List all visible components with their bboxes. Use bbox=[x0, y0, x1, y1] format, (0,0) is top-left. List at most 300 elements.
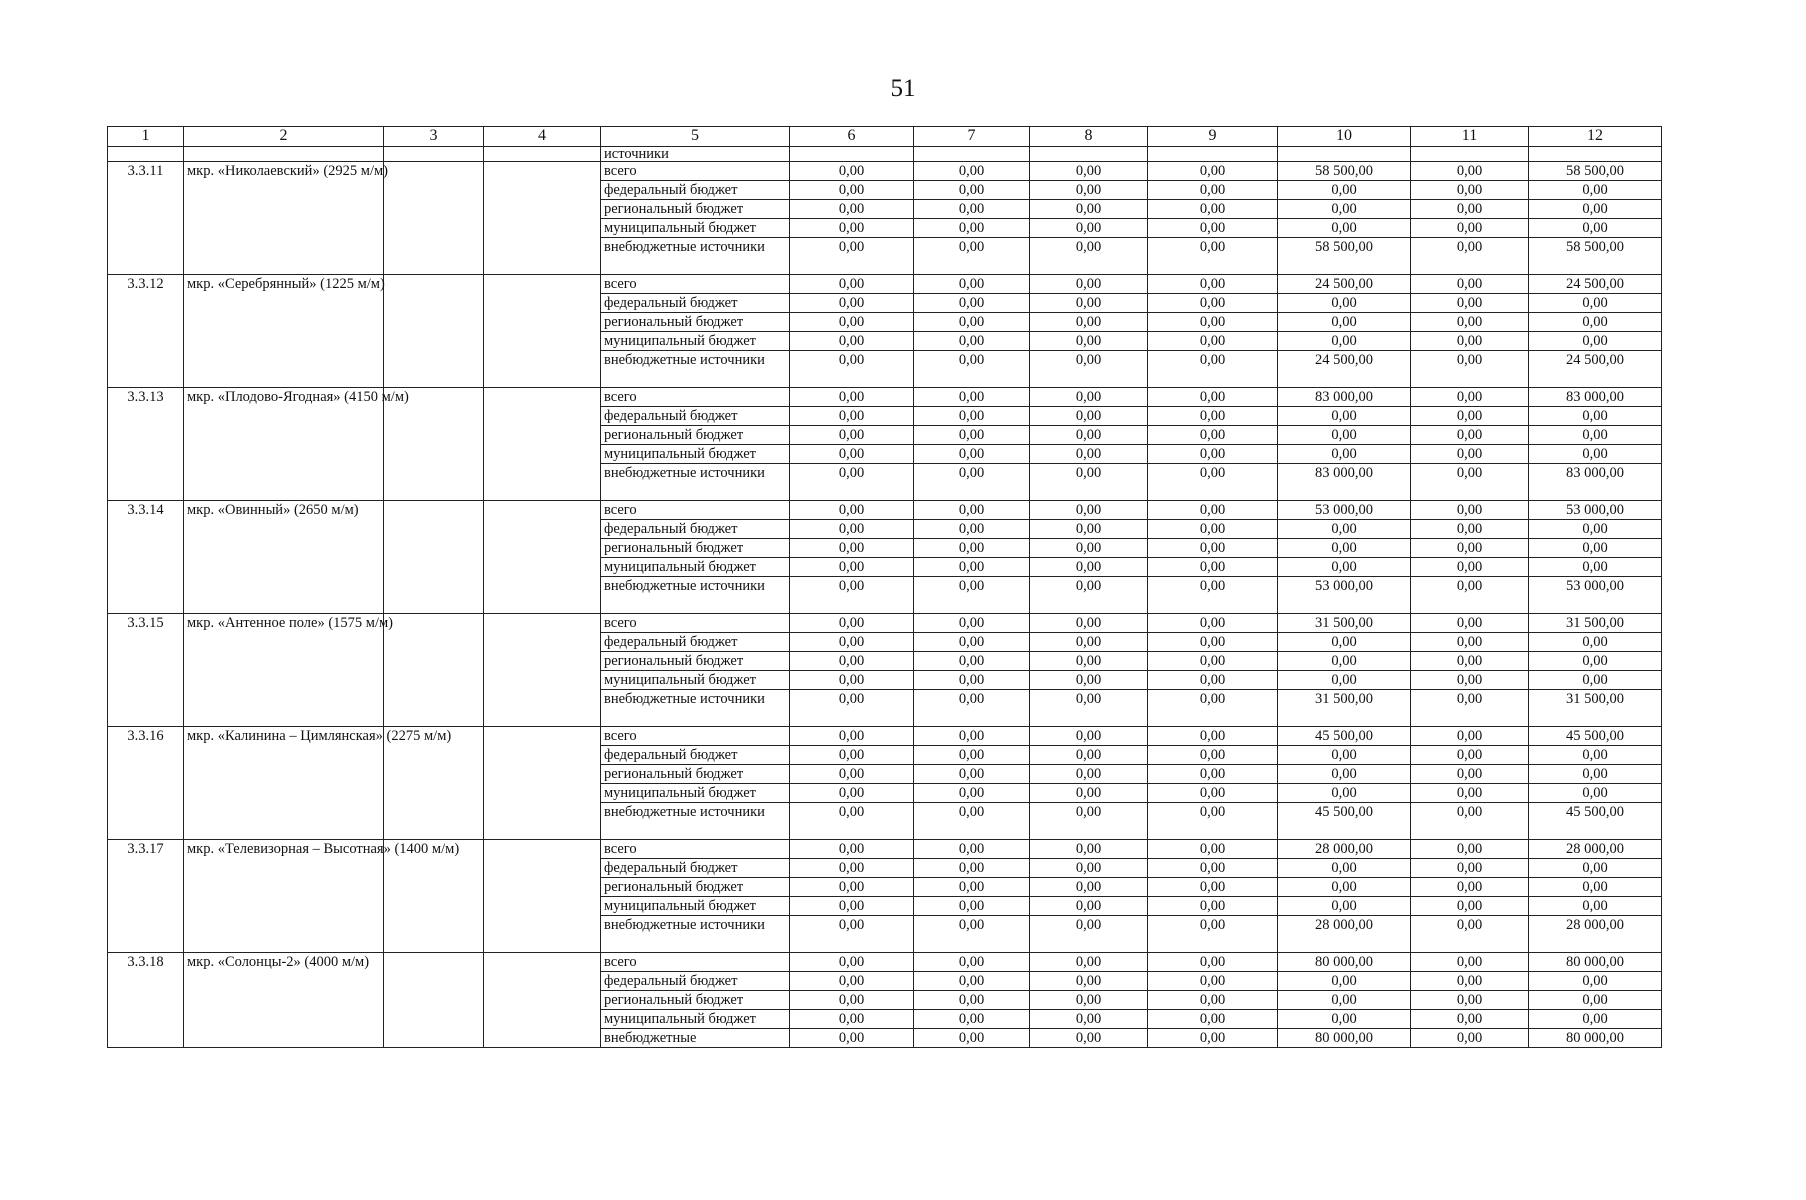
item-code: 3.3.12 bbox=[108, 275, 184, 388]
value-cell: 0,00 bbox=[1529, 200, 1662, 219]
value-cell: 0,00 bbox=[1030, 897, 1148, 916]
funding-source: муниципальный бюджет bbox=[601, 558, 790, 577]
value-cell: 83 000,00 bbox=[1278, 464, 1411, 501]
value-cell: 0,00 bbox=[914, 275, 1030, 294]
item-code: 3.3.11 bbox=[108, 162, 184, 275]
value-cell: 0,00 bbox=[1148, 1010, 1278, 1029]
value-cell: 0,00 bbox=[1030, 859, 1148, 878]
value-cell: 0,00 bbox=[914, 897, 1030, 916]
value-cell: 0,00 bbox=[790, 332, 914, 351]
budget-table bbox=[107, 126, 1662, 1048]
value-cell: 0,00 bbox=[914, 238, 1030, 275]
value-cell: 0,00 bbox=[1148, 878, 1278, 897]
value-cell: 0,00 bbox=[1529, 878, 1662, 897]
page-number: 51 bbox=[890, 75, 916, 102]
value-cell: 0,00 bbox=[914, 351, 1030, 388]
value-cell: 0,00 bbox=[1148, 1029, 1278, 1048]
value-cell: 0,00 bbox=[1030, 407, 1148, 426]
table-row bbox=[108, 840, 1662, 859]
value-cell: 0,00 bbox=[1529, 859, 1662, 878]
value-cell: 0,00 bbox=[1411, 652, 1529, 671]
value-cell: 0,00 bbox=[1148, 445, 1278, 464]
value-cell: 0,00 bbox=[1278, 520, 1411, 539]
value-cell: 0,00 bbox=[1148, 746, 1278, 765]
value-cell: 0,00 bbox=[790, 727, 914, 746]
col3-cell bbox=[384, 953, 484, 1048]
value-cell: 45 500,00 bbox=[1529, 803, 1662, 840]
value-cell: 0,00 bbox=[1148, 803, 1278, 840]
value-cell: 0,00 bbox=[1529, 407, 1662, 426]
column-header: 11 bbox=[1411, 127, 1529, 147]
funding-source: муниципальный бюджет bbox=[601, 219, 790, 238]
value-cell: 0,00 bbox=[914, 803, 1030, 840]
value-cell: 0,00 bbox=[790, 840, 914, 859]
value-cell: 0,00 bbox=[1529, 426, 1662, 445]
funding-source: муниципальный бюджет bbox=[601, 897, 790, 916]
value-cell: 0,00 bbox=[1030, 501, 1148, 520]
value-cell: 58 500,00 bbox=[1278, 162, 1411, 181]
value-cell: 0,00 bbox=[914, 426, 1030, 445]
col3-cell bbox=[384, 162, 484, 275]
value-cell: 0,00 bbox=[790, 916, 914, 953]
value-cell: 0,00 bbox=[914, 539, 1030, 558]
value-cell: 0,00 bbox=[1411, 972, 1529, 991]
value-cell: 0,00 bbox=[914, 294, 1030, 313]
col4-cell bbox=[484, 614, 601, 727]
value-cell: 0,00 bbox=[790, 275, 914, 294]
value-cell: 0,00 bbox=[790, 652, 914, 671]
value-cell: 0,00 bbox=[1411, 784, 1529, 803]
value-cell: 80 000,00 bbox=[1278, 953, 1411, 972]
value-cell: 0,00 bbox=[1411, 859, 1529, 878]
value-cell: 0,00 bbox=[1030, 633, 1148, 652]
value-cell: 0,00 bbox=[914, 784, 1030, 803]
column-header: 2 bbox=[184, 127, 384, 147]
table-row bbox=[108, 953, 1662, 972]
value-cell: 0,00 bbox=[1030, 840, 1148, 859]
funding-source: федеральный бюджет bbox=[601, 972, 790, 991]
value-cell: 0,00 bbox=[914, 652, 1030, 671]
funding-source: всего bbox=[601, 162, 790, 181]
value-cell: 0,00 bbox=[1529, 633, 1662, 652]
value-cell: 0,00 bbox=[1030, 577, 1148, 614]
value-cell: 0,00 bbox=[1148, 407, 1278, 426]
funding-source: внебюджетные источники bbox=[601, 351, 790, 388]
value-cell: 0,00 bbox=[1148, 294, 1278, 313]
value-cell: 31 500,00 bbox=[1278, 614, 1411, 633]
value-cell: 0,00 bbox=[1411, 633, 1529, 652]
funding-source: внебюджетные bbox=[601, 1029, 790, 1048]
value-cell: 0,00 bbox=[1278, 633, 1411, 652]
value-cell: 0,00 bbox=[1411, 294, 1529, 313]
value-cell: 0,00 bbox=[914, 878, 1030, 897]
value-cell: 0,00 bbox=[790, 238, 914, 275]
value-cell: 53 000,00 bbox=[1278, 501, 1411, 520]
value-cell: 0,00 bbox=[790, 200, 914, 219]
value-cell: 0,00 bbox=[1411, 840, 1529, 859]
value-cell: 0,00 bbox=[790, 181, 914, 200]
value-cell: 0,00 bbox=[1030, 878, 1148, 897]
value-cell: 0,00 bbox=[1411, 897, 1529, 916]
value-cell: 0,00 bbox=[1278, 1010, 1411, 1029]
value-cell: 0,00 bbox=[1278, 539, 1411, 558]
item-code: 3.3.15 bbox=[108, 614, 184, 727]
value-cell: 0,00 bbox=[1529, 445, 1662, 464]
value-cell: 0,00 bbox=[1411, 577, 1529, 614]
value-cell: 24 500,00 bbox=[1529, 275, 1662, 294]
value-cell: 0,00 bbox=[790, 897, 914, 916]
value-cell: 0,00 bbox=[1148, 275, 1278, 294]
value-cell: 0,00 bbox=[1411, 671, 1529, 690]
value-cell: 0,00 bbox=[1148, 558, 1278, 577]
value-cell: 0,00 bbox=[914, 313, 1030, 332]
item-name: мкр. «Калинина – Цимлянская» (2275 м/м) bbox=[184, 727, 384, 840]
funding-source: внебюджетные источники bbox=[601, 464, 790, 501]
table-row bbox=[108, 162, 1662, 181]
funding-source: всего bbox=[601, 275, 790, 294]
col3-cell bbox=[384, 501, 484, 614]
value-cell: 0,00 bbox=[914, 520, 1030, 539]
value-cell: 0,00 bbox=[1030, 539, 1148, 558]
value-cell: 45 500,00 bbox=[1529, 727, 1662, 746]
column-header: 3 bbox=[384, 127, 484, 147]
value-cell: 0,00 bbox=[790, 219, 914, 238]
value-cell: 0,00 bbox=[1411, 991, 1529, 1010]
funding-source: муниципальный бюджет bbox=[601, 1010, 790, 1029]
value-cell: 0,00 bbox=[790, 351, 914, 388]
value-cell: 0,00 bbox=[1148, 953, 1278, 972]
item-name: мкр. «Антенное поле» (1575 м/м) bbox=[184, 614, 384, 727]
value-cell: 0,00 bbox=[1529, 520, 1662, 539]
value-cell: 0,00 bbox=[1529, 897, 1662, 916]
value-cell: 0,00 bbox=[1411, 614, 1529, 633]
value-cell: 0,00 bbox=[914, 501, 1030, 520]
item-code: 3.3.18 bbox=[108, 953, 184, 1048]
value-cell: 0,00 bbox=[1148, 765, 1278, 784]
value-cell: 58 500,00 bbox=[1278, 238, 1411, 275]
value-cell: 0,00 bbox=[914, 953, 1030, 972]
funding-source: региональный бюджет bbox=[601, 652, 790, 671]
value-cell: 0,00 bbox=[1411, 916, 1529, 953]
value-cell: 0,00 bbox=[1529, 972, 1662, 991]
value-cell: 0,00 bbox=[1529, 671, 1662, 690]
value-cell: 0,00 bbox=[1148, 351, 1278, 388]
table-row bbox=[108, 501, 1662, 520]
value-cell: 0,00 bbox=[914, 181, 1030, 200]
value-cell: 0,00 bbox=[1148, 633, 1278, 652]
value-cell: 0,00 bbox=[1030, 388, 1148, 407]
value-cell: 0,00 bbox=[914, 972, 1030, 991]
value-cell: 0,00 bbox=[1148, 671, 1278, 690]
value-cell: 24 500,00 bbox=[1278, 351, 1411, 388]
value-cell: 0,00 bbox=[914, 690, 1030, 727]
value-cell: 0,00 bbox=[914, 162, 1030, 181]
col4-cell bbox=[484, 162, 601, 275]
value-cell: 0,00 bbox=[1529, 313, 1662, 332]
item-code: 3.3.16 bbox=[108, 727, 184, 840]
value-cell: 0,00 bbox=[1030, 671, 1148, 690]
value-cell: 0,00 bbox=[1030, 426, 1148, 445]
funding-source: региональный бюджет bbox=[601, 539, 790, 558]
value-cell: 0,00 bbox=[1278, 558, 1411, 577]
value-cell: 0,00 bbox=[1411, 953, 1529, 972]
value-cell: 0,00 bbox=[790, 445, 914, 464]
value-cell: 0,00 bbox=[1529, 1010, 1662, 1029]
value-cell: 0,00 bbox=[1030, 727, 1148, 746]
value-cell: 0,00 bbox=[1411, 351, 1529, 388]
value-cell: 0,00 bbox=[914, 765, 1030, 784]
value-cell: 83 000,00 bbox=[1278, 388, 1411, 407]
value-cell: 0,00 bbox=[790, 878, 914, 897]
value-cell: 0,00 bbox=[1148, 464, 1278, 501]
value-cell: 0,00 bbox=[914, 219, 1030, 238]
value-cell: 0,00 bbox=[1411, 238, 1529, 275]
value-cell: 0,00 bbox=[1148, 388, 1278, 407]
value-cell: 0,00 bbox=[914, 916, 1030, 953]
table-row bbox=[108, 727, 1662, 746]
value-cell: 0,00 bbox=[1278, 746, 1411, 765]
value-cell: 0,00 bbox=[1030, 275, 1148, 294]
table-body bbox=[108, 147, 1662, 1048]
value-cell: 83 000,00 bbox=[1529, 388, 1662, 407]
value-cell: 0,00 bbox=[1411, 690, 1529, 727]
funding-source: внебюджетные источники bbox=[601, 803, 790, 840]
column-header: 1 bbox=[108, 127, 184, 147]
value-cell: 0,00 bbox=[1030, 972, 1148, 991]
value-cell: 80 000,00 bbox=[1278, 1029, 1411, 1048]
funding-source: федеральный бюджет bbox=[601, 633, 790, 652]
value-cell: 0,00 bbox=[790, 407, 914, 426]
item-code: 3.3.17 bbox=[108, 840, 184, 953]
value-cell: 0,00 bbox=[790, 464, 914, 501]
value-cell: 0,00 bbox=[1148, 501, 1278, 520]
item-name: мкр. «Плодово-Ягодная» (4150 м/м) bbox=[184, 388, 384, 501]
value-cell: 0,00 bbox=[914, 388, 1030, 407]
column-header: 8 bbox=[1030, 127, 1148, 147]
value-cell: 0,00 bbox=[914, 727, 1030, 746]
funding-source: федеральный бюджет bbox=[601, 520, 790, 539]
value-cell: 0,00 bbox=[1148, 332, 1278, 351]
value-cell: 28 000,00 bbox=[1278, 840, 1411, 859]
item-name: мкр. «Серебрянный» (1225 м/м) bbox=[184, 275, 384, 388]
value-cell: 0,00 bbox=[1030, 746, 1148, 765]
value-cell: 0,00 bbox=[1529, 558, 1662, 577]
value-cell: 0,00 bbox=[1529, 219, 1662, 238]
value-cell: 0,00 bbox=[1529, 991, 1662, 1010]
funding-source: внебюджетные источники bbox=[601, 916, 790, 953]
value-cell: 0,00 bbox=[1411, 181, 1529, 200]
funding-source: федеральный бюджет bbox=[601, 407, 790, 426]
value-cell: 0,00 bbox=[1411, 558, 1529, 577]
value-cell: 0,00 bbox=[1529, 181, 1662, 200]
value-cell: 24 500,00 bbox=[1529, 351, 1662, 388]
value-cell: 0,00 bbox=[790, 577, 914, 614]
value-cell: 0,00 bbox=[1030, 916, 1148, 953]
value-cell: 45 500,00 bbox=[1278, 803, 1411, 840]
value-cell: 0,00 bbox=[1411, 464, 1529, 501]
value-cell: 0,00 bbox=[1278, 897, 1411, 916]
value-cell: 0,00 bbox=[914, 332, 1030, 351]
value-cell: 0,00 bbox=[914, 991, 1030, 1010]
funding-source: региональный бюджет bbox=[601, 878, 790, 897]
funding-source: всего bbox=[601, 614, 790, 633]
carryover-row bbox=[108, 147, 1662, 162]
funding-source: муниципальный бюджет bbox=[601, 445, 790, 464]
value-cell: 0,00 bbox=[1278, 671, 1411, 690]
value-cell: 0,00 bbox=[1148, 614, 1278, 633]
value-cell: 0,00 bbox=[1411, 162, 1529, 181]
value-cell: 0,00 bbox=[1030, 765, 1148, 784]
column-header: 7 bbox=[914, 127, 1030, 147]
value-cell: 0,00 bbox=[1148, 859, 1278, 878]
value-cell: 0,00 bbox=[1529, 539, 1662, 558]
funding-source: муниципальный бюджет bbox=[601, 671, 790, 690]
value-cell: 0,00 bbox=[1030, 294, 1148, 313]
value-cell: 0,00 bbox=[914, 464, 1030, 501]
value-cell: 0,00 bbox=[1529, 332, 1662, 351]
value-cell: 0,00 bbox=[1278, 200, 1411, 219]
value-cell: 0,00 bbox=[1411, 520, 1529, 539]
value-cell: 0,00 bbox=[1030, 162, 1148, 181]
value-cell: 0,00 bbox=[1278, 784, 1411, 803]
value-cell: 0,00 bbox=[1030, 332, 1148, 351]
value-cell: 0,00 bbox=[1278, 652, 1411, 671]
value-cell: 0,00 bbox=[1278, 181, 1411, 200]
column-header: 12 bbox=[1529, 127, 1662, 147]
value-cell: 0,00 bbox=[1148, 916, 1278, 953]
value-cell: 0,00 bbox=[1030, 181, 1148, 200]
funding-source: региональный бюджет bbox=[601, 991, 790, 1010]
value-cell: 0,00 bbox=[914, 671, 1030, 690]
value-cell: 58 500,00 bbox=[1529, 238, 1662, 275]
value-cell: 0,00 bbox=[1411, 878, 1529, 897]
value-cell: 0,00 bbox=[1529, 784, 1662, 803]
value-cell: 0,00 bbox=[914, 1029, 1030, 1048]
value-cell: 0,00 bbox=[1148, 727, 1278, 746]
value-cell: 0,00 bbox=[1278, 445, 1411, 464]
value-cell: 0,00 bbox=[1278, 219, 1411, 238]
value-cell: 0,00 bbox=[914, 1010, 1030, 1029]
value-cell: 0,00 bbox=[1411, 501, 1529, 520]
value-cell: 0,00 bbox=[1030, 784, 1148, 803]
column-header: 9 bbox=[1148, 127, 1278, 147]
table-row bbox=[108, 275, 1662, 294]
value-cell: 0,00 bbox=[790, 746, 914, 765]
funding-source: региональный бюджет bbox=[601, 765, 790, 784]
value-cell: 0,00 bbox=[1148, 577, 1278, 614]
value-cell: 0,00 bbox=[1030, 200, 1148, 219]
value-cell: 0,00 bbox=[790, 558, 914, 577]
item-code: 3.3.14 bbox=[108, 501, 184, 614]
value-cell: 0,00 bbox=[1411, 803, 1529, 840]
value-cell: 0,00 bbox=[1278, 407, 1411, 426]
value-cell: 0,00 bbox=[790, 520, 914, 539]
value-cell: 0,00 bbox=[1148, 238, 1278, 275]
value-cell: 0,00 bbox=[1411, 313, 1529, 332]
value-cell: 0,00 bbox=[914, 746, 1030, 765]
value-cell: 31 500,00 bbox=[1278, 690, 1411, 727]
item-code: 3.3.13 bbox=[108, 388, 184, 501]
value-cell: 0,00 bbox=[1411, 539, 1529, 558]
value-cell: 0,00 bbox=[1411, 219, 1529, 238]
value-cell: 0,00 bbox=[1030, 520, 1148, 539]
funding-source: федеральный бюджет bbox=[601, 859, 790, 878]
funding-source: муниципальный бюджет bbox=[601, 784, 790, 803]
item-name: мкр. «Овинный» (2650 м/м) bbox=[184, 501, 384, 614]
funding-source: федеральный бюджет bbox=[601, 746, 790, 765]
value-cell: 0,00 bbox=[1148, 200, 1278, 219]
value-cell: 0,00 bbox=[1529, 652, 1662, 671]
value-cell: 53 000,00 bbox=[1529, 501, 1662, 520]
funding-source: всего bbox=[601, 501, 790, 520]
value-cell: 58 500,00 bbox=[1529, 162, 1662, 181]
column-header: 10 bbox=[1278, 127, 1411, 147]
value-cell: 0,00 bbox=[790, 991, 914, 1010]
value-cell: 0,00 bbox=[1411, 727, 1529, 746]
value-cell: 0,00 bbox=[1411, 332, 1529, 351]
value-cell: 0,00 bbox=[1278, 878, 1411, 897]
value-cell: 0,00 bbox=[1278, 859, 1411, 878]
col4-cell bbox=[484, 727, 601, 840]
value-cell: 0,00 bbox=[1278, 991, 1411, 1010]
value-cell: 0,00 bbox=[790, 162, 914, 181]
value-cell: 0,00 bbox=[914, 200, 1030, 219]
value-cell: 0,00 bbox=[1148, 972, 1278, 991]
table-row bbox=[108, 388, 1662, 407]
value-cell: 0,00 bbox=[1148, 219, 1278, 238]
value-cell: 0,00 bbox=[1030, 558, 1148, 577]
value-cell: 0,00 bbox=[1030, 464, 1148, 501]
value-cell: 0,00 bbox=[914, 407, 1030, 426]
funding-source: региональный бюджет bbox=[601, 200, 790, 219]
value-cell: 0,00 bbox=[790, 614, 914, 633]
value-cell: 28 000,00 bbox=[1529, 840, 1662, 859]
funding-source: региональный бюджет bbox=[601, 313, 790, 332]
value-cell: 0,00 bbox=[1030, 1010, 1148, 1029]
value-cell: 0,00 bbox=[1030, 953, 1148, 972]
value-cell: 0,00 bbox=[1278, 426, 1411, 445]
col4-cell bbox=[484, 501, 601, 614]
value-cell: 0,00 bbox=[1030, 614, 1148, 633]
value-cell: 0,00 bbox=[790, 953, 914, 972]
value-cell: 0,00 bbox=[790, 539, 914, 558]
value-cell: 0,00 bbox=[1148, 652, 1278, 671]
value-cell: 0,00 bbox=[914, 840, 1030, 859]
col4-cell bbox=[484, 275, 601, 388]
funding-source: региональный бюджет bbox=[601, 426, 790, 445]
value-cell: 0,00 bbox=[790, 294, 914, 313]
value-cell: 0,00 bbox=[914, 558, 1030, 577]
value-cell: 31 500,00 bbox=[1529, 690, 1662, 727]
value-cell: 80 000,00 bbox=[1529, 1029, 1662, 1048]
value-cell: 0,00 bbox=[1148, 520, 1278, 539]
value-cell: 0,00 bbox=[1030, 445, 1148, 464]
value-cell: 0,00 bbox=[1278, 972, 1411, 991]
value-cell: 0,00 bbox=[790, 633, 914, 652]
value-cell: 0,00 bbox=[790, 859, 914, 878]
value-cell: 0,00 bbox=[1529, 294, 1662, 313]
col4-cell bbox=[484, 840, 601, 953]
value-cell: 0,00 bbox=[1148, 840, 1278, 859]
value-cell: 0,00 bbox=[1148, 539, 1278, 558]
funding-source: муниципальный бюджет bbox=[601, 332, 790, 351]
funding-source: всего bbox=[601, 388, 790, 407]
value-cell: 0,00 bbox=[1030, 1029, 1148, 1048]
table-row bbox=[108, 614, 1662, 633]
value-cell: 0,00 bbox=[790, 313, 914, 332]
value-cell: 0,00 bbox=[1148, 784, 1278, 803]
value-cell: 0,00 bbox=[1148, 181, 1278, 200]
